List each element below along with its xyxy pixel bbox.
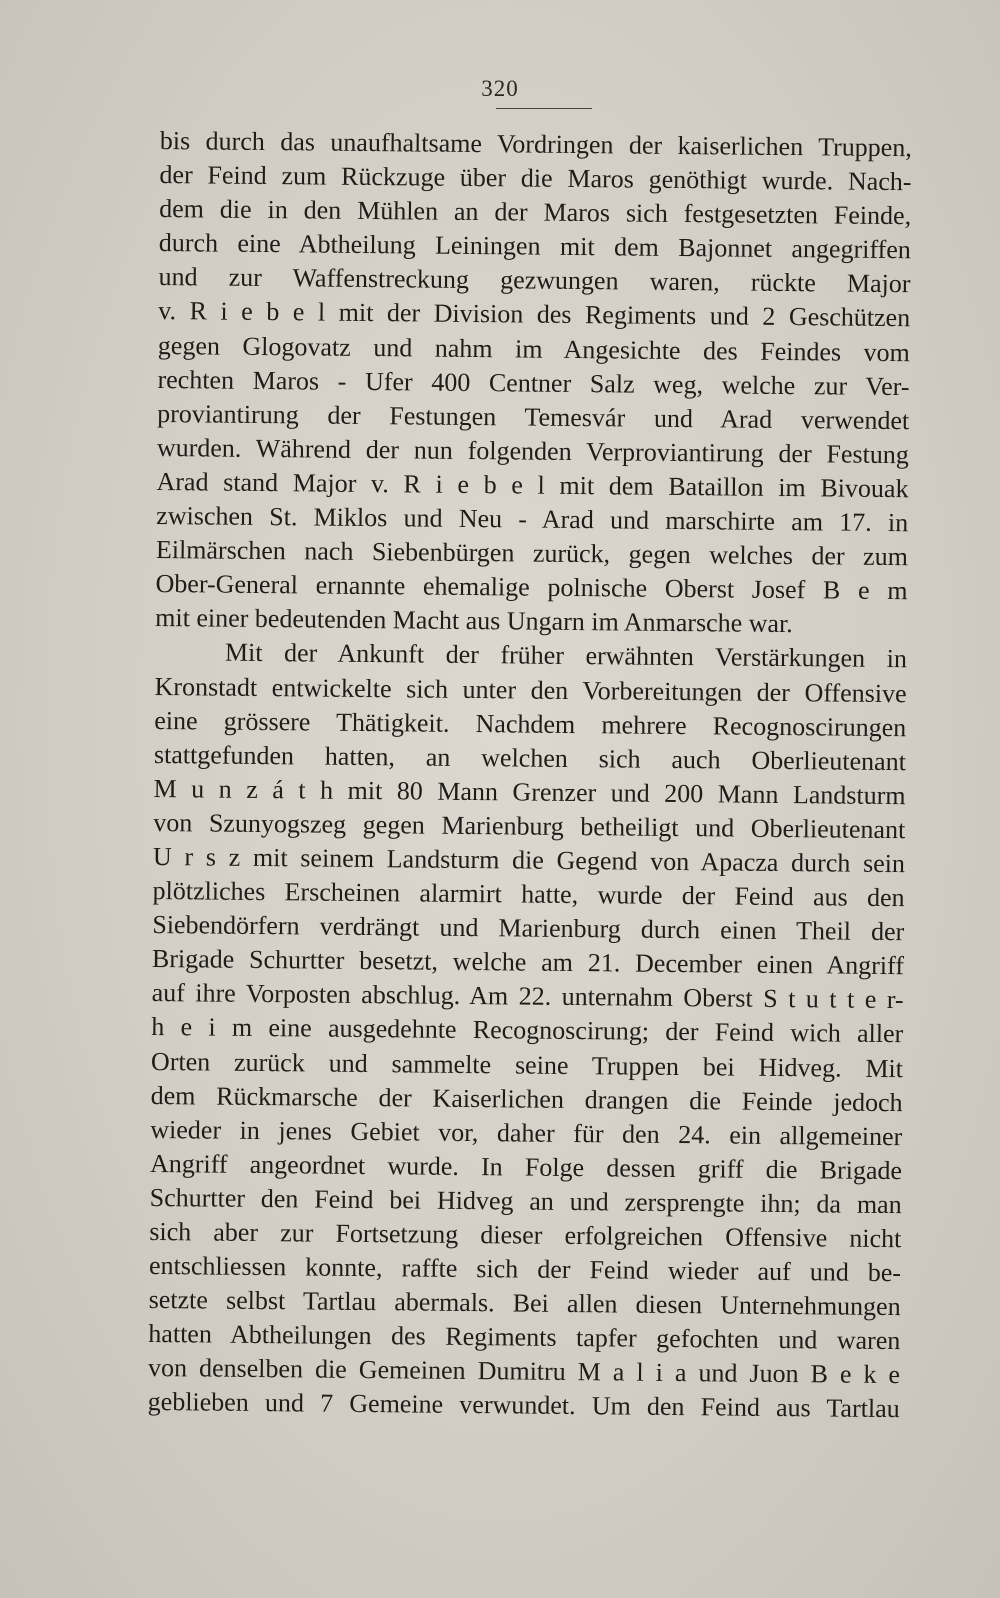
page-number: 320 <box>481 76 519 101</box>
text-line: von denselben die Gemeinen Dumitru M a l i a und Juon B e k e <box>147 1353 901 1390</box>
text-line: entschliessen konnte, raffte sich der Feind wieder auf und be- <box>148 1251 902 1288</box>
text-line: Siebendörfern verdrängt und Marienburg durch einen Theil der <box>152 910 905 947</box>
text-line: Orten zurück und sammelte seine Truppen bei Hidveg. Mit <box>150 1046 904 1083</box>
text-line: dem Rückmarsche der Kaiserlichen drangen die Feinde jedoch <box>150 1080 903 1117</box>
text-line: hatten Abtheilungen des Regiments tapfer gefochten und waren <box>148 1319 901 1356</box>
text-line: mit einer bedeutenden Macht aus Ungarn im Anmarsche war. <box>155 603 793 639</box>
text-line: zwischen St. Miklos und Neu - Arad und marschirte am 17. in <box>156 501 909 538</box>
text-line: h e i m eine ausgedehnte Recognoscirung; der Feind wich aller <box>151 1012 904 1049</box>
text-line: auf ihre Vorposten abschlug. Am 22. unternahm Oberst S t u t t e r- <box>151 978 904 1015</box>
text-line: durch eine Abtheilung Leiningen mit dem Bajonnet angegriffen <box>158 228 911 265</box>
text-line: wieder in jenes Gebiet vor, daher für den 24. ein allgemeiner <box>150 1114 903 1151</box>
text-line: Kronstadt entwickelte sich unter den Vorbereitungen der Offensive <box>154 671 907 708</box>
text-line: Brigade Schurtter besetzt, welche am 21. December einen Angriff <box>151 944 905 981</box>
text-line: Schurtter den Feind bei Hidveg an und zersprengte ihn; da man <box>149 1182 902 1220</box>
text-line: Angriff angeordnet wurde. In Folge dessen griff die Brigade <box>149 1148 903 1185</box>
text-line: der Feind zum Rückzuge über die Maros genöthigt wurde. Nach- <box>159 160 912 197</box>
text-line: Ober-General ernannte ehemalige polnische Oberst Josef B e m <box>155 569 908 606</box>
text-line: plötzliches Erscheinen alarmirt hatte, wurde der Feind aus den <box>152 876 905 913</box>
text-line: geblieben und 7 Gemeine verwundet. Um den Feind aus Tartlau <box>147 1387 900 1424</box>
text-line: sich aber zur Fortsetzung dieser erfolgreichen Offensive nicht <box>149 1216 902 1254</box>
text-line: gegen Glogovatz und nahm im Angesichte des Feindes vom <box>157 330 910 367</box>
text-line: und zur Waffenstreckung gezwungen waren, rückte Major <box>158 262 911 299</box>
text-line: Mit der Ankunft der früher erwähnten Verstärkungen in <box>224 638 908 674</box>
text-line: rechten Maros - Ufer 400 Centner Salz weg, welche zur Ver- <box>157 364 910 401</box>
header-rule <box>496 108 592 109</box>
text-line: M u n z á t h mit 80 Mann Grenzer und 200 Mann Landsturm <box>153 773 906 810</box>
text-line: von Szunyogszeg gegen Marienburg betheiligt und Oberlieutenant <box>153 807 906 845</box>
body-text <box>148 124 912 1427</box>
text-line: v. R i e b e l mit der Division des Regiments und 2 Geschützen <box>158 296 911 333</box>
text-line: setzte selbst Tartlau abermals. Bei allen diesen Unternehmungen <box>148 1285 901 1322</box>
text-line: eine grössere Thätigkeit. Nachdem mehrere Recognoscirungen <box>154 705 907 742</box>
text-line: Eilmärschen nach Siebenbürgen zurück, gegen welches der zum <box>155 535 909 572</box>
text-line: bis durch das unaufhaltsame Vordringen der kaiserlichen Truppen, <box>159 125 912 163</box>
text-line: stattgefunden hatten, an welchen sich auch Oberlieutenant <box>153 739 907 776</box>
text-line: U r s z mit seinem Landsturm die Gegend von Apacza durch sein <box>152 841 906 879</box>
text-line: Arad stand Major v. R i e b e l mit dem Bataillon im Bivouak <box>156 466 909 504</box>
text-line: wurden. Während der nun folgenden Verproviantirung der Festung <box>156 432 910 470</box>
text-line: proviantirung der Festungen Temesvár und Arad verwendet <box>157 398 910 435</box>
text-line: dem die in den Mühlen an der Maros sich festgesetzten Feinde, <box>159 194 912 231</box>
